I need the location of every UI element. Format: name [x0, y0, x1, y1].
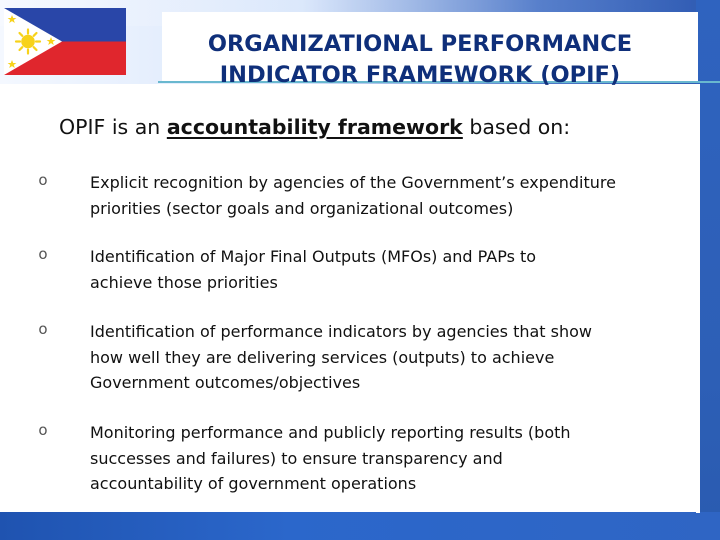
flag-svg — [4, 8, 126, 75]
list-item-text-3 — [90, 319, 690, 396]
list-item-1-line-1: Explicit recognition by agencies of the Government’s expenditure — [90, 173, 616, 192]
circle-bullet-icon: o — [38, 171, 48, 189]
circle-bullet-icon: o — [38, 245, 48, 263]
list-item-4-line-1: Monitoring performance and publicly reporting results (both — [90, 423, 571, 442]
list-item-1-line-2: priorities (sector goals and organizational outcomes) — [90, 198, 514, 218]
list-item-2-line-2: achieve those priorities — [90, 272, 278, 292]
circle-bullet-icon: o — [38, 320, 48, 338]
list-item-3-line-2: how well they are delivering services (outputs) to achieve — [90, 347, 555, 367]
title-line-1: ORGANIZATIONAL PERFORMANCE — [207, 31, 633, 57]
page-title — [175, 29, 665, 91]
list-item-3-line-3: Government outcomes/objectives — [90, 373, 361, 392]
list-item-text-4 — [90, 420, 690, 497]
list-item-4-line-2: successes and failures) to ensure transparency and — [90, 448, 503, 468]
footer-band — [0, 512, 720, 540]
right-rail-inner — [696, 84, 700, 513]
title-line-2: INDICATOR FRAMEWORK (OPIF) — [219, 62, 621, 88]
intro-text — [59, 115, 570, 139]
flag-sun-icon — [16, 30, 40, 54]
intro-suffix: based on: — [462, 115, 571, 139]
list-item-2-line-1: Identification of Major Final Outputs (MFOs) and PAPs to — [90, 247, 537, 266]
list-item-3-line-1: Identification of performance indicators by agencies that show — [90, 322, 592, 341]
list-item-4-line-3: accountability of government operations — [90, 474, 417, 493]
circle-bullet-icon: o — [38, 421, 48, 439]
list-item-text-2 — [90, 244, 690, 295]
list-item-text-1 — [90, 170, 690, 221]
philippine-flag-icon — [4, 8, 126, 75]
intro-emphasis: accountability framework — [166, 115, 463, 139]
intro-prefix: OPIF is an — [59, 115, 167, 139]
